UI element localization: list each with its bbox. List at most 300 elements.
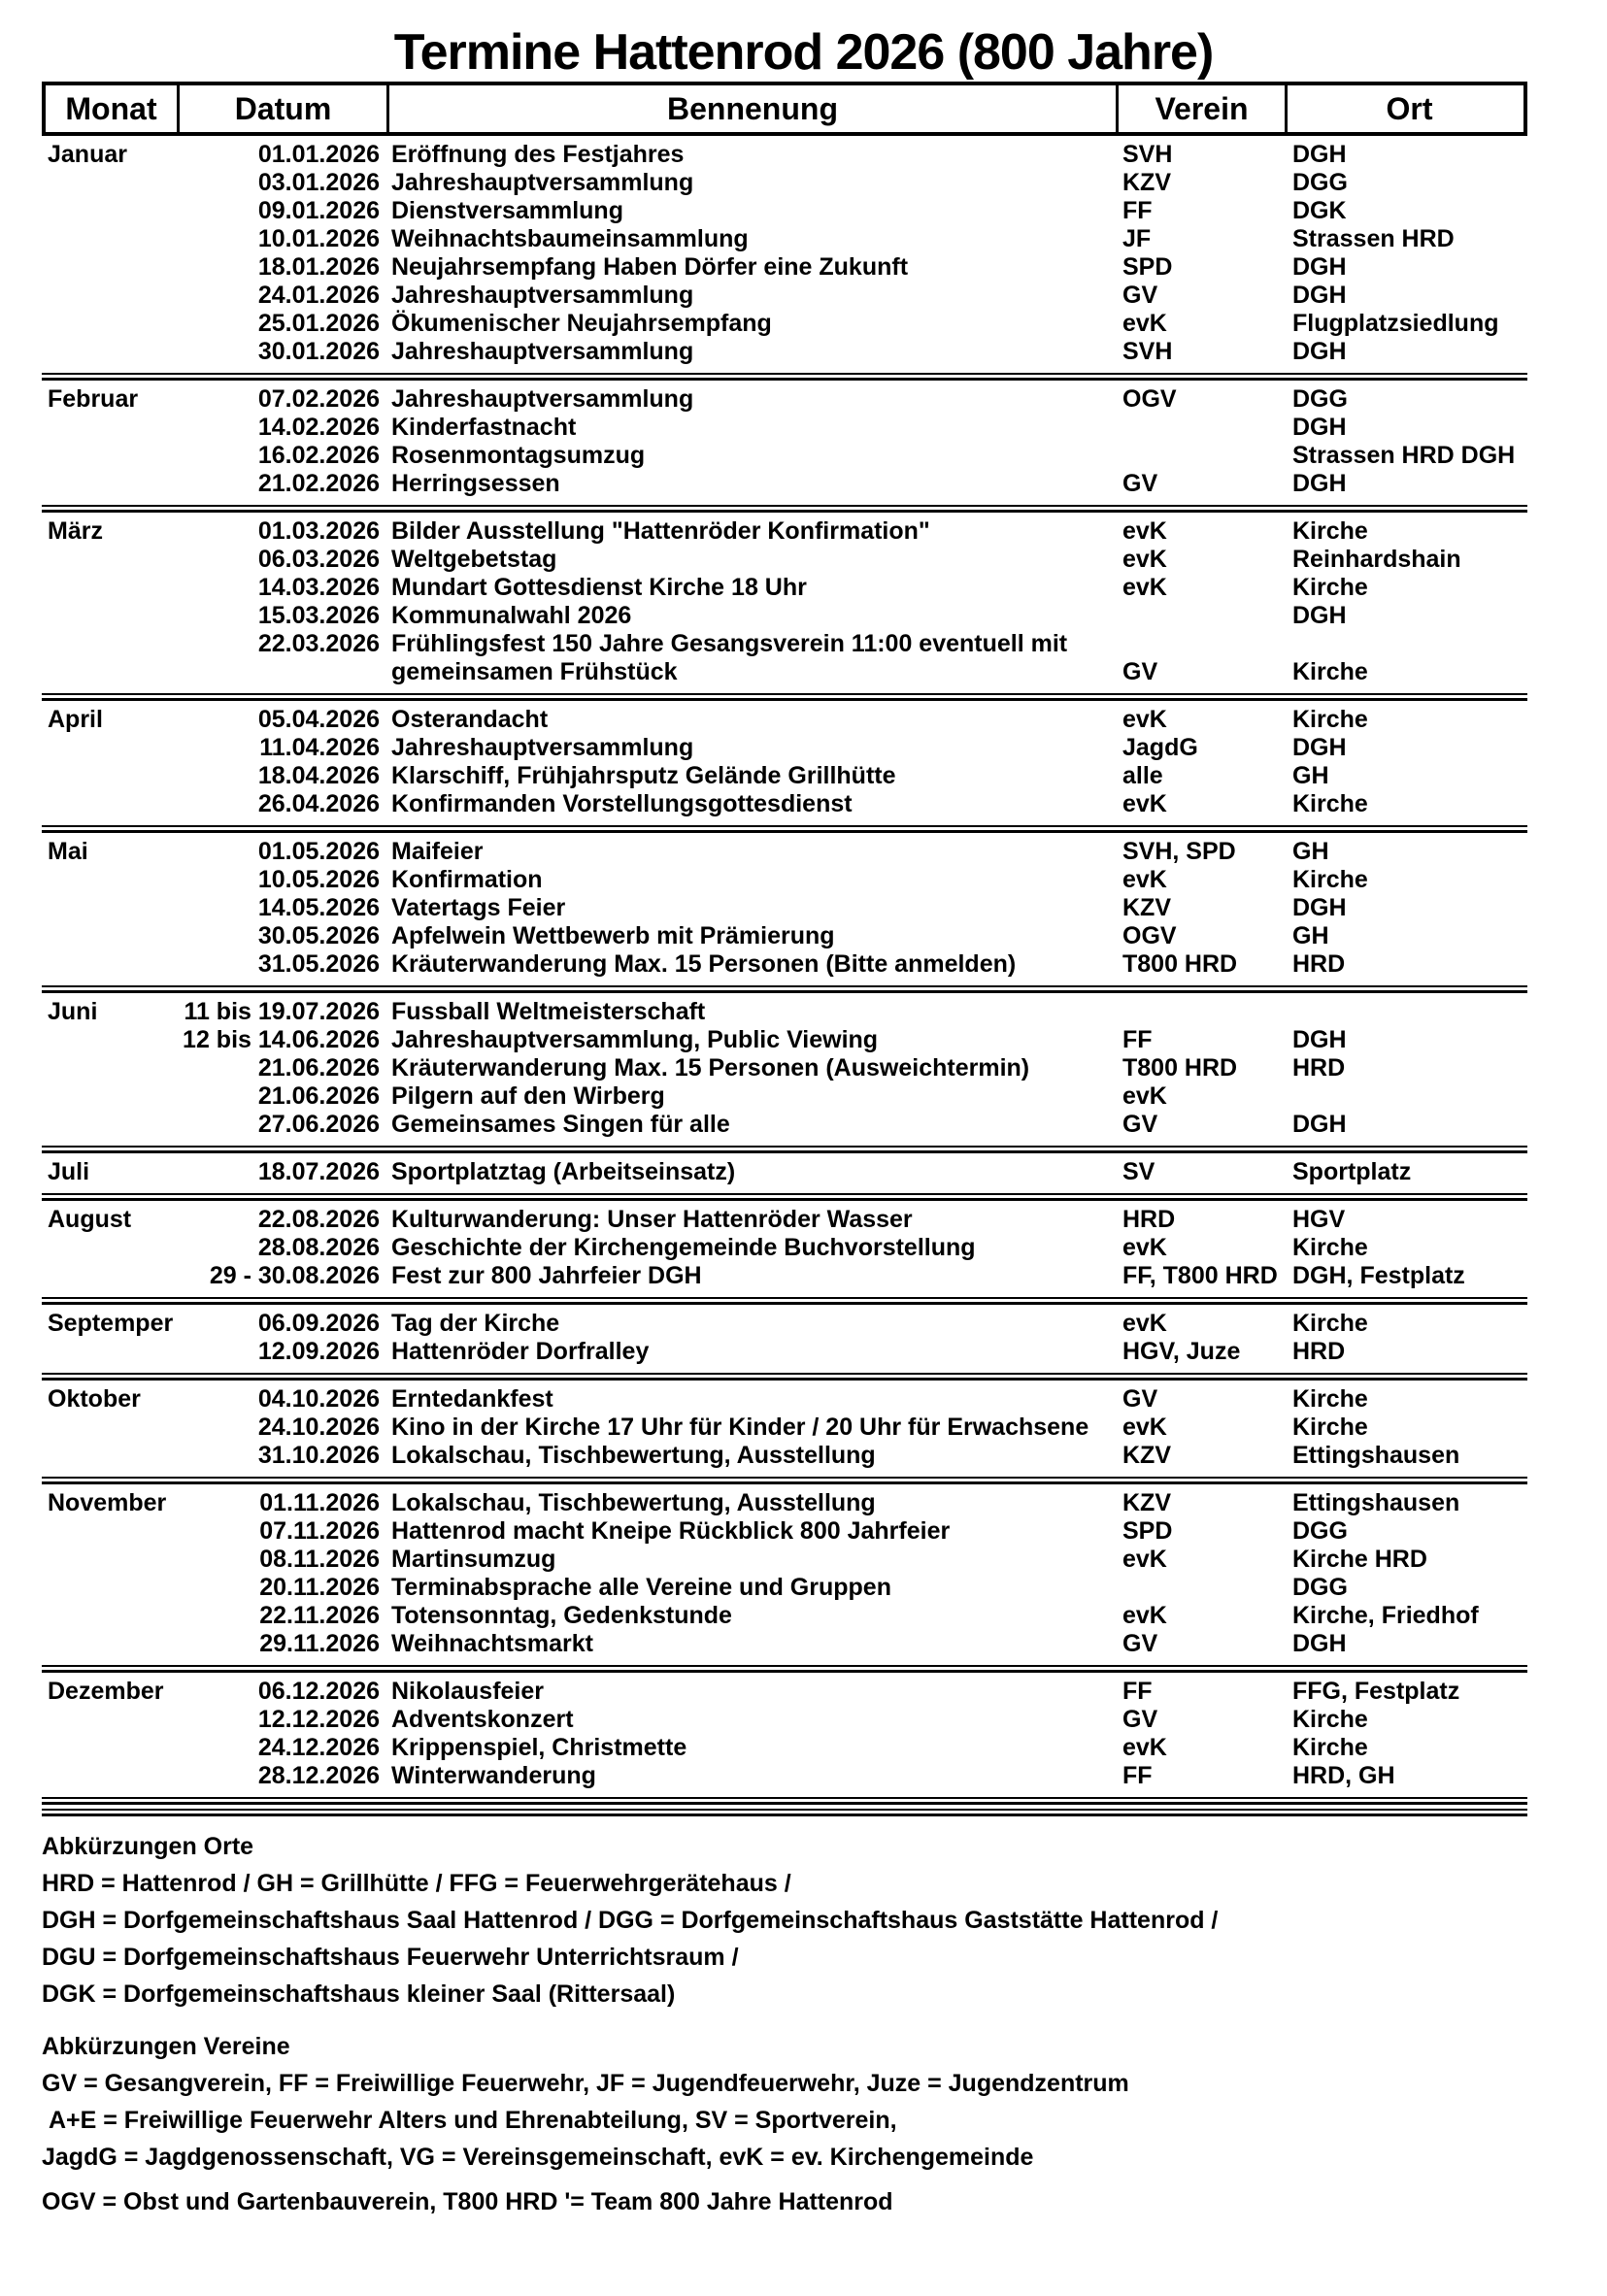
page-title: Termine Hattenrod 2026 (800 Jahre) xyxy=(393,24,1214,81)
verein-cell: FF xyxy=(1122,1762,1153,1789)
event-name-cell: Konfirmation xyxy=(391,866,543,893)
month-cell xyxy=(42,414,176,442)
date-cell: 05.04.2026 xyxy=(257,706,380,733)
verein-cell: HRD xyxy=(1122,1206,1176,1233)
schedule-table xyxy=(42,82,1527,1816)
event-row xyxy=(42,197,1527,225)
verein-cell xyxy=(1115,630,1284,658)
event-name-cell: Apfelwein Wettbewerb mit Prämierung xyxy=(391,922,835,949)
ort-cell: Flugplatzsiedlung xyxy=(1292,310,1499,337)
verein-cell: GV xyxy=(1122,282,1158,309)
date-cell: 16.02.2026 xyxy=(257,442,380,469)
month-cell xyxy=(42,253,176,282)
ort-cell: GH xyxy=(1292,838,1329,865)
date-cell: 24.01.2026 xyxy=(257,282,380,309)
ort-cell: Reinhardshain xyxy=(1292,546,1461,573)
event-name-cell: Ökumenischer Neujahrsempfang xyxy=(391,310,772,337)
ort-cell: FFG, Festplatz xyxy=(1292,1678,1460,1705)
month-cell xyxy=(42,169,176,197)
date-cell: 24.12.2026 xyxy=(257,1734,380,1761)
event-row xyxy=(42,838,1527,866)
abbreviation-line: DGU = Dorfgemeinschaftshaus Feuerwehr Unterrichtsraum / xyxy=(42,1944,739,1971)
ort-cell: DGH xyxy=(1292,282,1347,309)
verein-cell: GV xyxy=(1122,470,1158,497)
date-cell: 06.09.2026 xyxy=(257,1310,380,1337)
date-cell: 25.01.2026 xyxy=(257,310,380,337)
event-name-cell: Herringsessen xyxy=(391,470,560,497)
date-cell: 04.10.2026 xyxy=(257,1385,380,1413)
verein-cell: evK xyxy=(1122,866,1167,893)
date-cell: 14.03.2026 xyxy=(257,574,380,601)
verein-cell: FF, T800 HRD xyxy=(1122,1262,1278,1289)
verein-cell: evK xyxy=(1122,1234,1167,1261)
ort-cell: Strassen HRD xyxy=(1292,225,1455,252)
month-separator xyxy=(42,693,1527,701)
verein-cell: GV xyxy=(1122,1630,1158,1657)
month-cell: Juli xyxy=(48,1158,90,1185)
event-row xyxy=(42,1082,1527,1111)
verein-cell: JF xyxy=(1122,225,1152,252)
ort-cell: Kirche xyxy=(1292,1414,1368,1441)
ort-cell xyxy=(1284,998,1527,1026)
event-row xyxy=(42,1310,1527,1338)
month-cell xyxy=(42,894,176,922)
verein-cell: evK xyxy=(1122,1310,1167,1337)
date-cell: 11 bis 19.07.2026 xyxy=(184,998,380,1025)
date-cell: 31.10.2026 xyxy=(257,1442,380,1469)
date-cell: 01.01.2026 xyxy=(257,141,380,168)
verein-cell: evK xyxy=(1122,1082,1167,1110)
event-name-cell: Kulturwanderung: Unser Hattenröder Wasser xyxy=(391,1206,913,1233)
verein-cell: GV xyxy=(1122,1706,1158,1733)
header-cell-verein: Verein xyxy=(1119,85,1288,132)
event-name-cell: Krippenspiel, Christmette xyxy=(391,1734,687,1761)
date-cell: 15.03.2026 xyxy=(257,602,380,629)
month-group xyxy=(42,833,1527,985)
month-cell xyxy=(42,574,176,602)
abbreviations-vereine xyxy=(42,2028,1607,2220)
event-row xyxy=(42,922,1527,950)
event-row xyxy=(42,253,1527,282)
month-cell xyxy=(42,1234,176,1262)
event-row xyxy=(42,734,1527,762)
event-name-cell: Erntedankfest xyxy=(391,1385,553,1413)
date-cell: 01.11.2026 xyxy=(259,1489,380,1516)
month-separator xyxy=(42,1297,1527,1305)
event-name-cell: Jahreshauptversammlung xyxy=(391,282,694,309)
month-separator xyxy=(42,373,1527,381)
month-cell xyxy=(42,1082,176,1111)
event-row xyxy=(42,762,1527,790)
date-cell: 18.04.2026 xyxy=(257,762,380,789)
verein-cell: SVH xyxy=(1122,338,1173,365)
month-cell: April xyxy=(48,706,103,733)
month-cell: März xyxy=(48,517,103,545)
ort-cell: DGH xyxy=(1292,1111,1347,1138)
verein-cell: SPD xyxy=(1122,253,1173,281)
event-name-cell: Weihnachtsbaumeinsammlung xyxy=(391,225,749,252)
month-group xyxy=(42,513,1527,693)
date-cell: 30.05.2026 xyxy=(257,922,380,949)
date-cell: 27.06.2026 xyxy=(257,1111,380,1138)
ort-cell: Kirche xyxy=(1292,517,1368,545)
event-row xyxy=(42,950,1527,979)
date-cell: 12.12.2026 xyxy=(257,1706,380,1733)
ort-cell: Kirche xyxy=(1292,658,1368,685)
event-name-cell: Kino in der Kirche 17 Uhr für Kinder / 20 Uhr für Erwachsene xyxy=(391,1414,1089,1441)
month-cell xyxy=(42,602,176,630)
month-cell: Februar xyxy=(48,385,139,413)
event-row xyxy=(42,630,1527,658)
event-row xyxy=(42,1678,1527,1706)
event-row xyxy=(42,517,1527,546)
month-cell xyxy=(42,762,176,790)
event-row xyxy=(42,1111,1527,1139)
month-cell: Dezember xyxy=(48,1678,164,1705)
abbreviations-orte xyxy=(42,1828,1607,2013)
table-body xyxy=(42,136,1527,1797)
event-row xyxy=(42,706,1527,734)
event-name-cell: Adventskonzert xyxy=(391,1706,574,1733)
date-cell: 11.04.2026 xyxy=(259,734,380,761)
date-cell: 12.09.2026 xyxy=(257,1338,380,1365)
month-cell xyxy=(42,1574,176,1602)
event-name-cell: Weihnachtsmarkt xyxy=(391,1630,593,1657)
verein-cell: evK xyxy=(1122,310,1167,337)
ort-cell: HRD xyxy=(1292,950,1346,978)
ort-cell: GH xyxy=(1292,762,1329,789)
event-row xyxy=(42,1206,1527,1234)
ort-cell: Kirche xyxy=(1292,1234,1368,1261)
ort-cell: Kirche xyxy=(1292,1706,1368,1733)
verein-cell: evK xyxy=(1122,1602,1167,1629)
event-name-cell: Osterandacht xyxy=(391,706,549,733)
event-row xyxy=(42,310,1527,338)
event-name-cell: Winterwanderung xyxy=(391,1762,596,1789)
verein-cell xyxy=(1115,442,1284,470)
month-cell xyxy=(42,658,176,686)
event-row xyxy=(42,470,1527,498)
ort-cell: HRD, GH xyxy=(1292,1762,1395,1789)
ort-cell: Ettingshausen xyxy=(1292,1489,1460,1516)
event-name-cell: Eröffnung des Festjahres xyxy=(391,141,685,168)
ort-cell: Strassen HRD DGH xyxy=(1292,442,1516,469)
date-cell: 10.05.2026 xyxy=(257,866,380,893)
ort-cell: DGG xyxy=(1292,169,1348,196)
month-group xyxy=(42,1305,1527,1373)
ort-cell: DGH xyxy=(1292,414,1347,441)
ort-cell: DGH xyxy=(1292,894,1347,921)
month-cell xyxy=(42,282,176,310)
date-cell: 28.12.2026 xyxy=(257,1762,380,1789)
month-separator xyxy=(42,505,1527,513)
month-cell xyxy=(42,1026,176,1054)
month-cell xyxy=(42,630,176,658)
ort-cell: Kirche HRD xyxy=(1292,1546,1427,1573)
event-row xyxy=(42,1262,1527,1290)
abbreviations-vereine-heading: Abkürzungen Vereine xyxy=(42,2033,290,2060)
verein-cell: evK xyxy=(1122,706,1167,733)
date-cell: 07.11.2026 xyxy=(259,1517,380,1545)
abbreviation-line: HRD = Hattenrod / GH = Grillhütte / FFG = Feuerwehrgerätehaus / xyxy=(42,1870,791,1897)
ort-cell: DGH xyxy=(1292,470,1347,497)
event-name-cell: Konfirmanden Vorstellungsgottesdienst xyxy=(391,790,853,817)
verein-cell: KZV xyxy=(1122,1489,1171,1516)
month-separator xyxy=(42,1146,1527,1153)
verein-cell: FF xyxy=(1122,1026,1153,1053)
month-separator xyxy=(42,1665,1527,1673)
verein-cell: evK xyxy=(1122,1546,1167,1573)
verein-cell: evK xyxy=(1122,546,1167,573)
event-row xyxy=(42,1517,1527,1546)
date-cell: 24.10.2026 xyxy=(257,1414,380,1441)
verein-cell xyxy=(1115,414,1284,442)
date-cell: 06.12.2026 xyxy=(257,1678,380,1705)
month-cell xyxy=(42,1262,176,1290)
event-name-cell: Terminabsprache alle Vereine und Gruppen xyxy=(391,1574,891,1601)
ort-cell: DGH xyxy=(1292,734,1347,761)
month-cell: Januar xyxy=(48,141,127,168)
verein-cell: KZV xyxy=(1122,169,1171,196)
ort-cell: DGH xyxy=(1292,338,1347,365)
month-cell xyxy=(42,922,176,950)
verein-cell: evK xyxy=(1122,517,1167,545)
month-cell xyxy=(42,1734,176,1762)
event-row xyxy=(42,574,1527,602)
date-cell: 29.11.2026 xyxy=(259,1630,380,1657)
date-cell: 22.11.2026 xyxy=(259,1602,380,1629)
double-rule xyxy=(42,1809,1527,1816)
ort-cell: Kirche xyxy=(1292,1310,1368,1337)
date-cell: 01.05.2026 xyxy=(257,838,380,865)
event-name-cell: Vatertags Feier xyxy=(391,894,566,921)
ort-cell xyxy=(1284,1082,1527,1111)
verein-cell: evK xyxy=(1122,790,1167,817)
event-row xyxy=(42,1762,1527,1790)
event-row xyxy=(42,1489,1527,1517)
abbreviation-line: OGV = Obst und Gartenbauverein, T800 HRD '= Team 800 Jahre Hattenrod xyxy=(42,2188,893,2215)
event-name-cell: Bilder Ausstellung "Hattenröder Konfirmation" xyxy=(391,517,930,545)
month-cell: Juni xyxy=(48,998,98,1025)
ort-cell: DGG xyxy=(1292,1574,1348,1601)
event-row xyxy=(42,338,1527,366)
date-cell: 20.11.2026 xyxy=(259,1574,380,1601)
month-group xyxy=(42,993,1527,1146)
event-name-cell: Rosenmontagsumzug xyxy=(391,442,646,469)
event-row xyxy=(42,602,1527,630)
event-name-cell: Kinderfastnacht xyxy=(391,414,577,441)
event-row xyxy=(42,658,1527,686)
event-name-cell: Kommunalwahl 2026 xyxy=(391,602,632,629)
header-cell-ort: Ort xyxy=(1386,91,1433,126)
verein-cell: SVH xyxy=(1122,141,1173,168)
event-row xyxy=(42,1602,1527,1630)
event-name-cell: Lokalschau, Tischbewertung, Ausstellung xyxy=(391,1489,876,1516)
event-name-cell: Gemeinsames Singen für alle xyxy=(391,1111,730,1138)
ort-cell: DGH xyxy=(1292,1026,1347,1053)
event-name-cell: Maifeier xyxy=(391,838,484,865)
event-name-cell: gemeinsamen Frühstück xyxy=(391,658,678,685)
event-row xyxy=(42,1706,1527,1734)
verein-cell: JagdG xyxy=(1122,734,1198,761)
event-name-cell: Neujahrsempfang Haben Dörfer eine Zukunft xyxy=(391,253,909,281)
ort-cell: DGH, Festplatz xyxy=(1292,1262,1465,1289)
event-row xyxy=(42,546,1527,574)
verein-cell: T800 HRD xyxy=(1122,950,1238,978)
month-cell xyxy=(42,1546,176,1574)
verein-cell: T800 HRD xyxy=(1122,1054,1238,1081)
date-cell: 22.08.2026 xyxy=(257,1206,380,1233)
month-group xyxy=(42,1201,1527,1297)
event-row xyxy=(42,998,1527,1026)
header-cell-datum: Datum xyxy=(180,85,389,132)
month-cell xyxy=(42,734,176,762)
month-separator xyxy=(42,1373,1527,1381)
header-cell-bennenung: Bennenung xyxy=(389,85,1119,132)
abbreviations-section xyxy=(42,1828,1607,2220)
month-cell xyxy=(42,1054,176,1082)
event-row xyxy=(42,866,1527,894)
month-cell xyxy=(42,1630,176,1658)
event-row xyxy=(42,225,1527,253)
event-name-cell: Fussball Weltmeisterschaft xyxy=(391,998,706,1025)
month-cell: Mai xyxy=(48,838,88,865)
ort-cell: HRD xyxy=(1292,1338,1346,1365)
header-cell-monat: Monat xyxy=(46,85,180,132)
ort-cell: DGH xyxy=(1292,253,1347,281)
ort-cell: Ettingshausen xyxy=(1292,1442,1460,1469)
ort-cell: DGH xyxy=(1292,602,1347,629)
event-name-cell: Klarschiff, Frühjahrsputz Gelände Grillhütte xyxy=(391,762,896,789)
month-cell xyxy=(42,225,176,253)
event-row xyxy=(42,282,1527,310)
event-row xyxy=(42,1442,1527,1470)
verein-cell: FF xyxy=(1122,197,1153,224)
month-cell xyxy=(42,866,176,894)
verein-cell: GV xyxy=(1122,658,1158,685)
event-name-cell: Jahreshauptversammlung xyxy=(391,385,694,413)
month-group xyxy=(42,381,1527,505)
event-name-cell: Jahreshauptversammlung xyxy=(391,338,694,365)
event-name-cell: Martinsumzug xyxy=(391,1546,556,1573)
ort-cell: DGH xyxy=(1292,141,1347,168)
verein-cell: KZV xyxy=(1122,894,1171,921)
month-cell xyxy=(42,1338,176,1366)
ort-cell: DGH xyxy=(1292,1630,1347,1657)
date-cell: 07.02.2026 xyxy=(257,385,380,413)
verein-cell: GV xyxy=(1122,1385,1158,1413)
abbreviations-orte-lines xyxy=(42,1865,1607,2013)
ort-cell: HGV xyxy=(1292,1206,1346,1233)
month-cell xyxy=(42,470,176,498)
double-rule xyxy=(42,1797,1527,1805)
event-row xyxy=(42,1630,1527,1658)
event-name-cell: Dienstversammlung xyxy=(391,197,623,224)
month-cell xyxy=(42,1414,176,1442)
month-group xyxy=(42,1484,1527,1665)
month-cell xyxy=(42,310,176,338)
ort-cell: Kirche xyxy=(1292,866,1368,893)
ort-cell: Kirche xyxy=(1292,574,1368,601)
ort-cell: GH xyxy=(1292,922,1329,949)
event-name-cell: Kräuterwanderung Max. 15 Personen (Bitte anmelden) xyxy=(391,950,1017,978)
month-cell xyxy=(42,1442,176,1470)
verein-cell: evK xyxy=(1122,1734,1167,1761)
month-cell xyxy=(42,442,176,470)
ort-cell: Kirche, Friedhof xyxy=(1292,1602,1479,1629)
month-cell: November xyxy=(48,1489,167,1516)
month-group xyxy=(42,1153,1527,1193)
date-cell: 26.04.2026 xyxy=(257,790,380,817)
month-cell xyxy=(42,197,176,225)
event-row xyxy=(42,1546,1527,1574)
verein-cell: KZV xyxy=(1122,1442,1171,1469)
date-cell: 10.01.2026 xyxy=(257,225,380,252)
event-name-cell: Fest zur 800 Jahrfeier DGH xyxy=(391,1262,702,1289)
abbreviation-line: GV = Gesangverein, FF = Freiwillige Feuerwehr, JF = Jugendfeuerwehr, Juze = Jugendzentrum xyxy=(42,2070,1129,2097)
month-cell xyxy=(42,1111,176,1139)
date-cell: 18.01.2026 xyxy=(257,253,380,281)
month-cell xyxy=(42,790,176,818)
month-separator xyxy=(42,1477,1527,1484)
month-group xyxy=(42,701,1527,825)
verein-cell: HGV, Juze xyxy=(1122,1338,1241,1365)
event-name-cell: Geschichte der Kirchengemeinde Buchvorstellung xyxy=(391,1234,976,1261)
month-cell: Oktober xyxy=(48,1385,141,1413)
ort-cell: Kirche xyxy=(1292,1734,1368,1761)
event-row xyxy=(42,1054,1527,1082)
event-row xyxy=(42,1734,1527,1762)
ort-cell: DGG xyxy=(1292,1517,1348,1545)
verein-cell: SVH, SPD xyxy=(1122,838,1236,865)
date-cell xyxy=(176,658,385,686)
verein-cell: OGV xyxy=(1122,385,1177,413)
event-name-cell: Weltgebetstag xyxy=(391,546,557,573)
date-cell: 18.07.2026 xyxy=(257,1158,380,1185)
ort-cell: DGK xyxy=(1292,197,1347,224)
event-row xyxy=(42,141,1527,169)
month-group xyxy=(42,1673,1527,1797)
event-name-cell: Jahreshauptversammlung xyxy=(391,169,694,196)
verein-cell: SPD xyxy=(1122,1517,1173,1545)
verein-cell: evK xyxy=(1122,1414,1167,1441)
date-cell: 06.03.2026 xyxy=(257,546,380,573)
event-row xyxy=(42,1026,1527,1054)
verein-cell: GV xyxy=(1122,1111,1158,1138)
event-row xyxy=(42,1158,1527,1186)
month-cell: Septemper xyxy=(48,1310,174,1337)
event-row xyxy=(42,894,1527,922)
month-group xyxy=(42,136,1527,373)
ort-cell: Kirche xyxy=(1292,706,1368,733)
event-name-cell: Jahreshauptversammlung, Public Viewing xyxy=(391,1026,879,1053)
event-row xyxy=(42,1414,1527,1442)
event-row xyxy=(42,790,1527,818)
date-cell: 28.08.2026 xyxy=(257,1234,380,1261)
date-cell: 21.06.2026 xyxy=(257,1082,380,1110)
date-cell: 01.03.2026 xyxy=(257,517,380,545)
ort-cell xyxy=(1284,630,1527,658)
verein-cell: alle xyxy=(1122,762,1163,789)
event-row xyxy=(42,442,1527,470)
date-cell: 21.06.2026 xyxy=(257,1054,380,1081)
month-separator xyxy=(42,1193,1527,1201)
ort-cell: Sportplatz xyxy=(1292,1158,1412,1185)
date-cell: 03.01.2026 xyxy=(257,169,380,196)
month-cell xyxy=(42,1762,176,1790)
month-cell xyxy=(42,546,176,574)
verein-cell xyxy=(1115,1574,1284,1602)
